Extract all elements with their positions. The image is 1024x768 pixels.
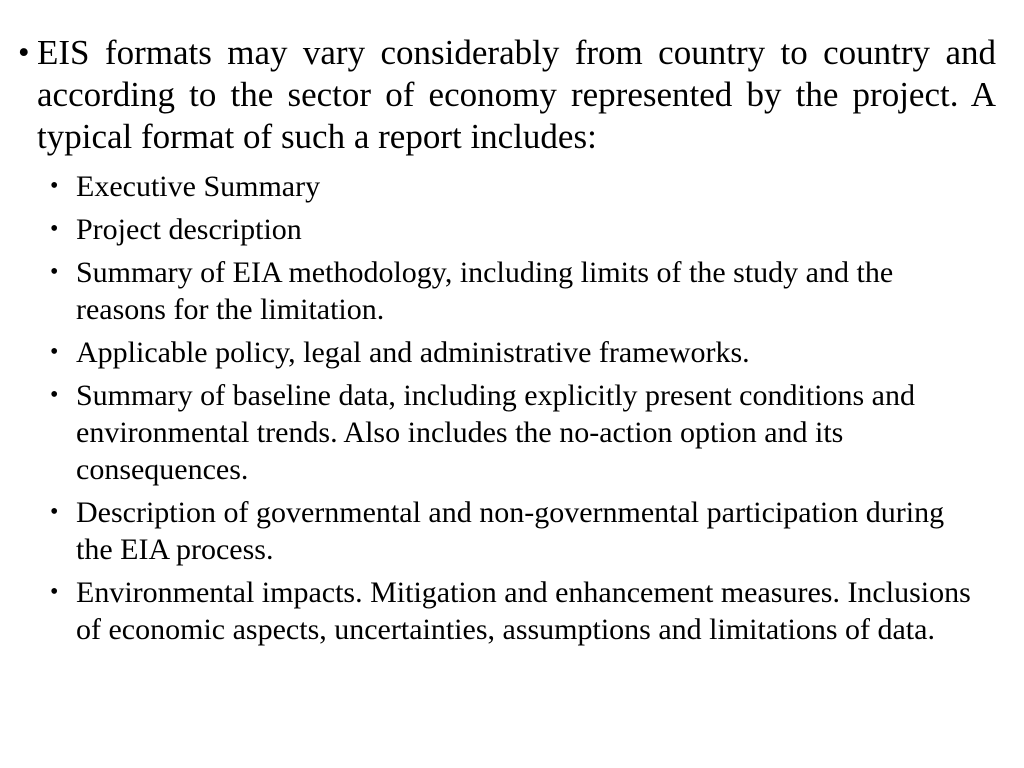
list-item <box>46 211 986 248</box>
list-item-text: Summary of EIA methodology, including limits of the study and the reasons for the limitation. <box>76 256 894 326</box>
intro-text: EIS formats may vary considerably from country to country and according to the sector of economy represented by the project. A typical format of such a report includes: <box>37 33 996 156</box>
list-item <box>46 168 986 205</box>
bullet-icon: • <box>50 173 59 199</box>
list-item-text: Environmental impacts. Mitigation and enhancement measures. Inclusions of economic aspects, uncertainties, assumptions and limitations of data. <box>76 576 971 646</box>
bullet-icon: • <box>50 216 59 242</box>
list-item-text: Executive Summary <box>76 170 321 203</box>
list-item-text: Applicable policy, legal and administrative frameworks. <box>76 336 750 369</box>
bullet-icon: • <box>50 579 59 605</box>
list-item <box>46 574 986 648</box>
bullet-icon: • <box>50 339 59 365</box>
list-item-text: Project description <box>76 213 302 246</box>
list-item-text: Summary of baseline data, including explicitly present conditions and environmental trends. Also includes the no-action option and its consequences. <box>76 379 915 486</box>
bullet-icon: • <box>50 382 59 408</box>
bullet-icon: • <box>50 499 59 525</box>
list-item <box>46 494 986 568</box>
list-item <box>46 334 986 371</box>
bullet-icon: • <box>18 35 30 71</box>
report-format-list <box>46 168 986 654</box>
list-item-text: Description of governmental and non-governmental participation during the EIA process. <box>76 496 945 566</box>
intro-paragraph <box>18 32 996 158</box>
list-item <box>46 377 986 488</box>
list-item <box>46 254 986 328</box>
bullet-icon: • <box>50 259 59 285</box>
